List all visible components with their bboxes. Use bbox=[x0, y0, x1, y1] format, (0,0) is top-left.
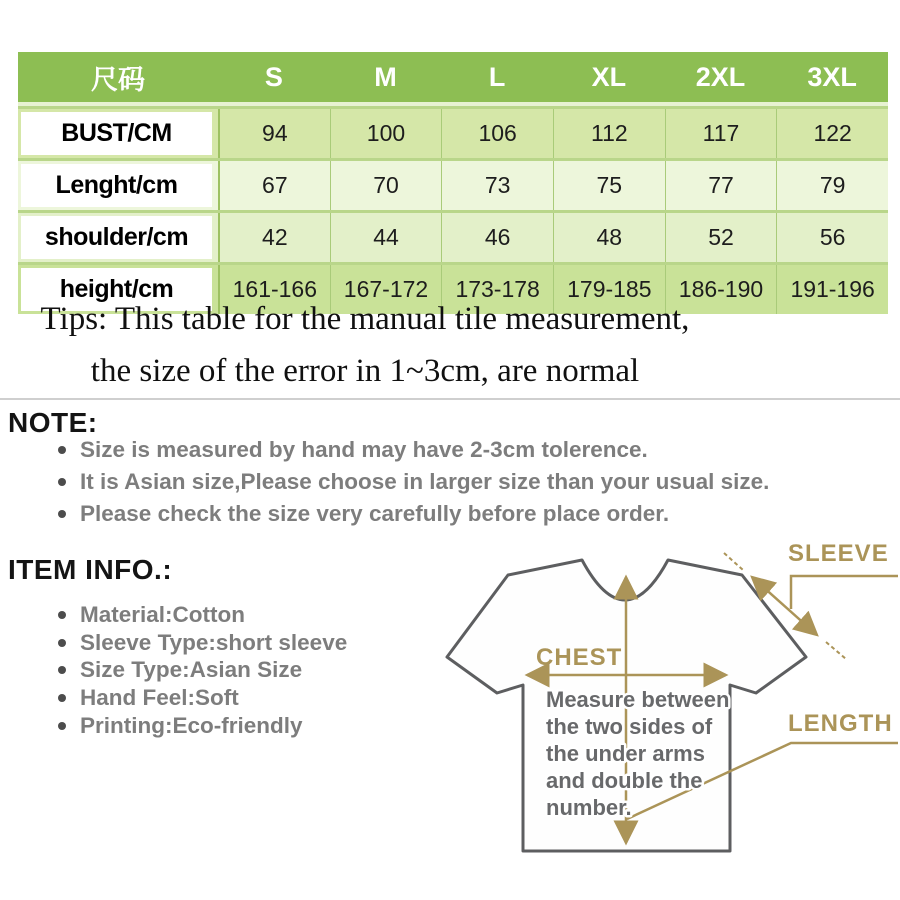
bullet-icon bbox=[58, 446, 66, 454]
note-item-text: Please check the size very carefully before place order. bbox=[80, 500, 670, 526]
row-label-height: height/cm bbox=[21, 268, 212, 311]
table-cell: 44 bbox=[330, 213, 442, 262]
table-cell: 52 bbox=[665, 213, 777, 262]
table-row-bust bbox=[18, 106, 888, 158]
sleeve-dash-top bbox=[724, 553, 743, 570]
header-cell-l: L bbox=[488, 61, 506, 92]
table-cell: 56 bbox=[776, 213, 888, 262]
table-cell: 191-196 bbox=[776, 265, 888, 314]
sleeve-connector-line bbox=[791, 576, 898, 609]
table-cell: 70 bbox=[330, 161, 442, 210]
item-info-text: Size Type:Asian Size bbox=[80, 657, 303, 683]
table-cell: 179-185 bbox=[553, 265, 665, 314]
table-cell: 46 bbox=[441, 213, 553, 262]
item-info-item bbox=[58, 684, 347, 712]
note-item bbox=[58, 466, 769, 498]
bullet-icon bbox=[58, 722, 66, 730]
item-info-text: Material:Cotton bbox=[80, 602, 245, 627]
table-cell: 48 bbox=[553, 213, 665, 262]
item-info-item bbox=[58, 656, 347, 684]
sleeve-label: SLEEVE bbox=[788, 540, 889, 567]
table-cell: 173-178 bbox=[441, 265, 553, 314]
table-cell: 73 bbox=[441, 161, 553, 210]
table-cell: 67 bbox=[218, 161, 330, 210]
row-label-bust: BUST/CM bbox=[21, 112, 212, 155]
header-cell-s: S bbox=[264, 61, 283, 92]
size-table bbox=[18, 52, 888, 314]
size-table-header-row bbox=[18, 52, 888, 106]
header-cell-2xl: 2XL bbox=[695, 61, 746, 92]
note-item bbox=[58, 498, 769, 530]
table-row-length bbox=[18, 158, 888, 210]
item-info-heading: ITEM INFO.: bbox=[8, 554, 173, 585]
header-cell-size: 尺码 bbox=[91, 64, 145, 95]
table-cell: 75 bbox=[553, 161, 665, 210]
note-item-text: Size is measured by hand may have 2-3cm tolerence. bbox=[80, 437, 648, 462]
item-info-list bbox=[58, 601, 347, 740]
tips-line-1: Tips: This table for the manual tile measurement, bbox=[40, 301, 690, 337]
bullet-icon bbox=[58, 666, 66, 674]
note-heading: NOTE: bbox=[8, 407, 98, 438]
bullet-icon bbox=[58, 694, 66, 702]
measure-instruction-line: number. bbox=[546, 795, 632, 820]
header-cell-3xl: 3XL bbox=[807, 61, 857, 92]
table-cell: 161-166 bbox=[218, 265, 330, 314]
item-info-text: Printing:Eco-friendly bbox=[80, 712, 303, 738]
header-cell-m: M bbox=[374, 61, 397, 92]
chest-label: CHEST bbox=[536, 644, 623, 671]
row-label-length: Lenght/cm bbox=[21, 164, 212, 207]
measure-instruction-line: Measure between bbox=[546, 687, 730, 712]
tips-text bbox=[0, 301, 730, 390]
item-info-item bbox=[58, 629, 347, 657]
table-cell: 79 bbox=[776, 161, 888, 210]
table-cell: 77 bbox=[665, 161, 777, 210]
note-list bbox=[58, 434, 769, 529]
sleeve-dash-bottom bbox=[826, 642, 846, 659]
header-cell-xl: XL bbox=[591, 61, 627, 92]
item-info-text: Hand Feel:Soft bbox=[80, 685, 239, 711]
bullet-icon bbox=[58, 639, 66, 647]
table-cell: 117 bbox=[665, 109, 777, 158]
bullet-icon bbox=[58, 510, 66, 518]
table-cell: 112 bbox=[553, 109, 665, 158]
bullet-icon bbox=[58, 611, 66, 619]
note-item-text: It is Asian size,Please choose in larger size than your usual size. bbox=[80, 468, 770, 494]
table-cell: 94 bbox=[218, 109, 330, 158]
table-cell: 186-190 bbox=[665, 265, 777, 314]
table-cell: 122 bbox=[776, 109, 888, 158]
measure-instruction-line: and double the bbox=[546, 768, 703, 793]
table-row-shoulder bbox=[18, 210, 888, 262]
table-cell: 100 bbox=[330, 109, 442, 158]
item-info-item bbox=[58, 601, 347, 629]
measure-instruction-line: the two sides of bbox=[546, 714, 713, 739]
table-cell: 167-172 bbox=[330, 265, 442, 314]
section-divider bbox=[0, 398, 900, 400]
table-cell: 42 bbox=[218, 213, 330, 262]
measure-instruction-line: the under arms bbox=[546, 741, 705, 766]
tshirt-measure-diagram bbox=[430, 535, 900, 880]
item-info-item bbox=[58, 712, 347, 740]
bullet-icon bbox=[58, 478, 66, 486]
note-item bbox=[58, 434, 769, 466]
tips-line-2: the size of the error in 1~3cm, are normal bbox=[90, 353, 640, 389]
item-info-text: Sleeve Type:short sleeve bbox=[80, 629, 348, 655]
row-label-shoulder: shoulder/cm bbox=[21, 216, 212, 259]
length-label: LENGTH bbox=[788, 710, 893, 737]
table-cell: 106 bbox=[441, 109, 553, 158]
